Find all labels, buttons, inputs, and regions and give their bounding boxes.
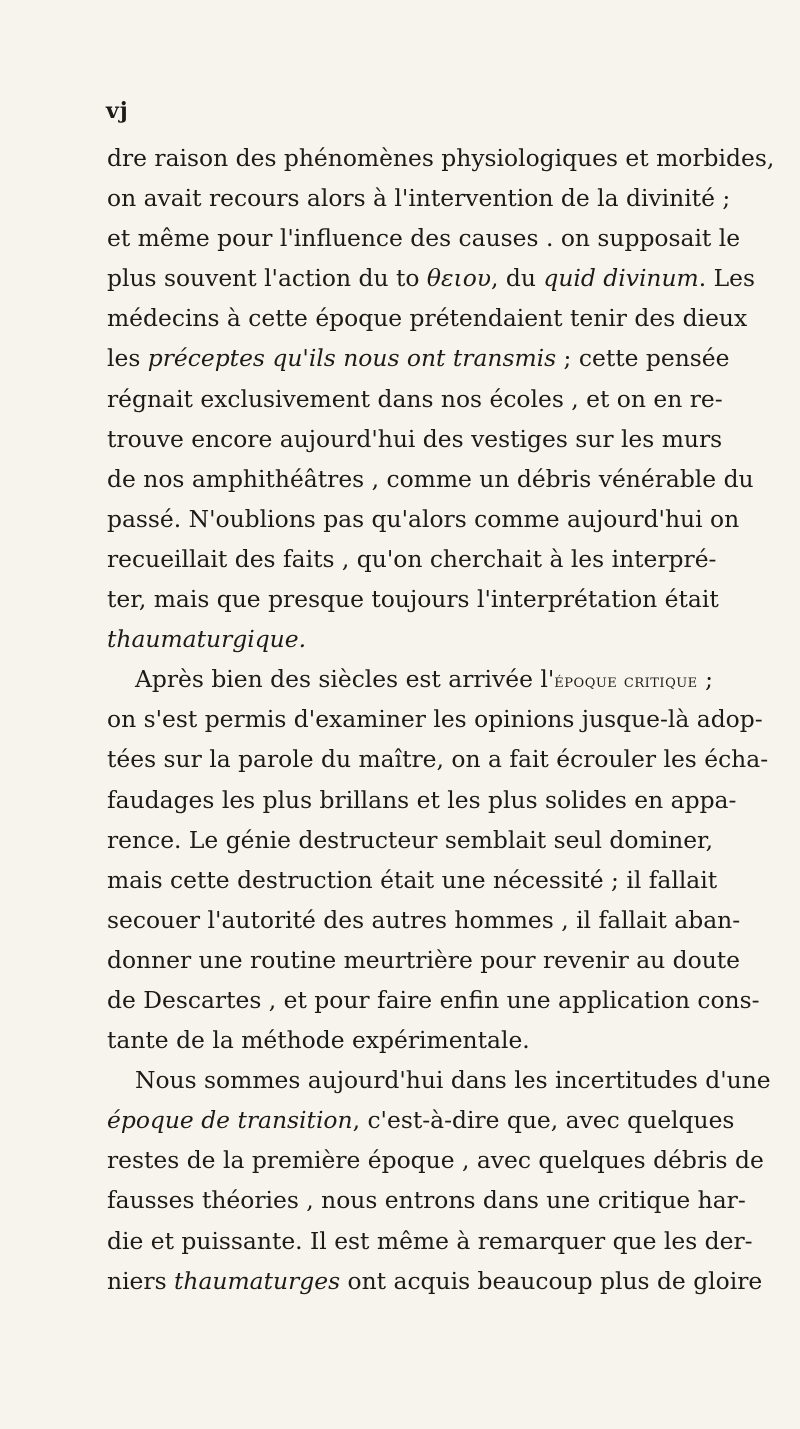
text-line-6-b: ; cette pensée [556, 344, 730, 373]
text-line-21: donner une routine meurtrière pour revenir au doute [107, 945, 741, 974]
text-line-25-b: , c'est-à-dire que, avec quelques [352, 1106, 735, 1135]
text-line-2: on avait recours alors à l'intervention de la divinité ; [107, 184, 731, 213]
text-line-17: faudages les plus brillans et les plus solides en appa- [107, 785, 737, 814]
text-line-16: tées sur la parole du maître, on a fait écrouler les écha- [107, 745, 769, 774]
text-line-4-c: . Les [698, 264, 755, 293]
text-line-29 [107, 1261, 763, 1301]
text-line-14-a: Après bien des siècles est arrivée l' [135, 665, 555, 694]
text-line-4 [107, 258, 755, 298]
text-line-8: trouve encore aujourd'hui des vestiges sur les murs [107, 424, 723, 453]
text-line-29-b: ont acquis beaucoup plus de gloire [340, 1266, 763, 1295]
text-line-6-a: les [107, 344, 148, 373]
text-line-20: secouer l'autorité des autres hommes , il fallait aban- [107, 905, 741, 934]
text-line-24: Nous sommes aujourd'hui dans les incertitudes d'une [135, 1066, 771, 1095]
text-line-27: fausses théories , nous entrons dans une critique har- [107, 1186, 746, 1215]
text-line-22: de Descartes , et pour faire enfin une application cons- [107, 985, 760, 1014]
text-line-14-b: ; [697, 665, 713, 694]
text-line-26: restes de la première époque , avec quelques débris de [107, 1146, 764, 1175]
greek-theiou: θειου [426, 264, 491, 293]
text-line-9: de nos amphithéâtres , comme un débris vénérable du [107, 464, 754, 493]
text-line-18: rence. Le génie destructeur semblait seul dominer, [107, 825, 714, 854]
italic-preceptes: préceptes qu'ils nous ont transmis [147, 344, 557, 373]
italic-epoque-de-transition: époque de transition [107, 1106, 353, 1135]
text-line-12: ter, mais que presque toujours l'interprétation était [107, 585, 719, 614]
text-line-10: passé. N'oublions pas qu'alors comme aujourd'hui on [107, 504, 740, 533]
text-line-5: médecins à cette époque prétendaient tenir des dieux [107, 304, 748, 333]
italic-thaumaturges: thaumaturges [174, 1266, 341, 1295]
text-line-15: on s'est permis d'examiner les opinions jusque-là adop- [107, 705, 763, 734]
epoque-critique: époque critique [554, 669, 698, 693]
text-line-19: mais cette destruction était une nécessité ; il fallait [107, 865, 718, 894]
text-line-4-b: , du [491, 264, 544, 293]
text-line-25 [107, 1100, 735, 1140]
text-line-1: dre raison des phénomènes physiologiques et morbides, [107, 144, 775, 172]
text-line-7: régnait exclusivement dans nos écoles , et on en re- [107, 384, 723, 413]
text-line-23: tante de la méthode expérimentale. [107, 1026, 530, 1055]
body-text [107, 138, 775, 1301]
text-line-4-a: plus souvent l'action du [107, 264, 396, 293]
text-line-6 [107, 338, 730, 378]
latin-quid-divinum: quid divinum [543, 264, 699, 293]
page-number: vj [106, 98, 129, 124]
text-line-14 [107, 659, 713, 699]
text-line-29-a: niers [107, 1266, 175, 1295]
text-line-11: recueillait des faits , qu'on cherchait à les interpré- [107, 544, 717, 573]
text-line-13: thaumaturgique. [107, 625, 307, 654]
greek-to: to [395, 264, 427, 293]
text-line-3: et même pour l'influence des causes . on supposait le [107, 224, 741, 253]
text-line-28: die et puissante. Il est même à remarquer que les der- [107, 1226, 753, 1255]
